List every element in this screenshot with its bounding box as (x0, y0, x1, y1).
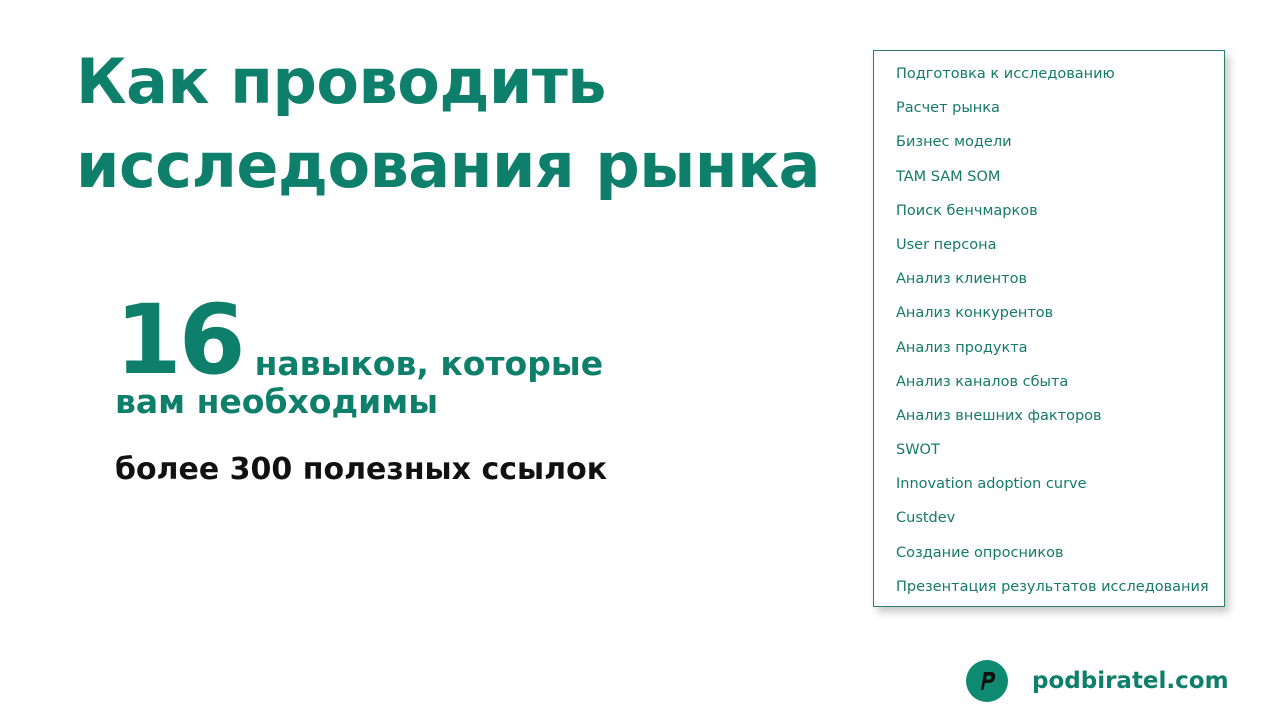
brand[interactable] (966, 660, 1229, 702)
toc-item[interactable]: Анализ каналов сбыта (896, 373, 1069, 390)
title-line-2: исследования рынка (76, 129, 821, 202)
toc-item[interactable]: Создание опросников (896, 544, 1064, 561)
toc-item[interactable]: SWOT (896, 442, 940, 459)
toc-item[interactable]: Анализ клиентов (896, 271, 1028, 288)
toc-item[interactable]: Анализ продукта (896, 339, 1028, 356)
table-of-contents (873, 50, 1225, 607)
toc-item[interactable]: Innovation adoption curve (896, 476, 1087, 493)
toc-item[interactable]: User персона (896, 236, 997, 253)
toc-item[interactable]: Расчет рынка (896, 100, 1000, 117)
toc-item[interactable]: Презентация результатов исследования (896, 578, 1209, 595)
brand-site-link[interactable]: podbiratel.com (1032, 668, 1229, 694)
skills-line-1 (115, 284, 604, 396)
toc-item[interactable]: Анализ конкурентов (896, 305, 1054, 322)
title-line-1: Как проводить (76, 45, 606, 118)
page-title (76, 40, 856, 208)
skills-text-line-1: навыков, которые (254, 344, 604, 383)
skills-text-line-2: вам необходимы (115, 382, 439, 421)
links-count-text: более 300 полезных ссылок (115, 452, 608, 487)
toc-item[interactable]: Анализ внешних факторов (896, 407, 1102, 424)
toc-item[interactable]: Поиск бенчмарков (896, 202, 1038, 219)
toc-item[interactable]: TAM SAM SOM (896, 168, 1001, 185)
toc-item[interactable]: Custdev (896, 510, 956, 527)
toc-item[interactable]: Бизнес модели (896, 134, 1012, 151)
skills-count: 16 (115, 284, 243, 396)
toc-item[interactable]: Подготовка к исследованию (896, 66, 1115, 82)
p-logo-icon (966, 660, 1008, 702)
skills-block (115, 284, 604, 422)
